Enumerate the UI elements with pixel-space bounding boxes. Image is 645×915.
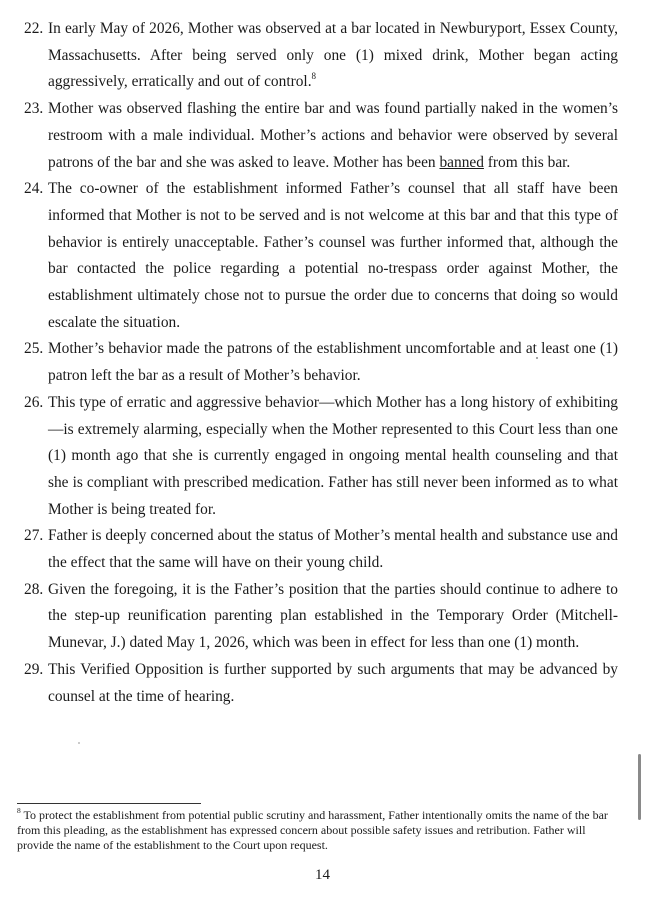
paragraph-number: 28. — [24, 580, 44, 598]
paragraph-text: Mother’s behavior made the patrons of the establishment uncomfortable and at least one (1) patron left the bar as a result of Mother’s behavior. — [48, 340, 618, 385]
paragraph-text: In early May of 2026, Mother was observed at a bar located in Newburyport, Essex County, Massachusetts. After being served only one (1) mixed drink, Mother began acting aggressively, erratically and out of control.$^8$ — [48, 20, 618, 91]
footnote-text: To protect the establishment from potential public scrutiny and harassment, Father intentionally omits the name of the bar from this pleading, as the establishment has expressed concern about possible safety issues and retribution. Father will provide the name of the establishment to the Court upon request. — [17, 808, 608, 853]
paragraph-number: 27. — [24, 527, 44, 545]
paragraph-27 — [24, 523, 618, 576]
underlined-word: banned — [439, 153, 484, 171]
paragraph-text: The co-owner of the establishment informed Father’s counsel that all staff have been informed that Mother is not to be served and is not welcome at this bar and that this type of behavior is entirely unacceptable. Father’s counsel was further informed that, although the bar contacted the police regarding a potential no-trespass order against Mother, the establishment ultimately chose not to pursue the order due to concerns that doing so would escalate the situation. — [48, 180, 618, 331]
paragraph-23 — [24, 96, 618, 176]
scrollbar-thumb[interactable] — [638, 754, 641, 820]
paragraph-number: 29. — [24, 660, 44, 678]
paragraph-28 — [24, 577, 618, 657]
paragraph-text: Mother was observed flashing the entire bar and was found partially naked in the women’s restroom with a male individual. Mother’s actions and behavior were observed by several patrons of the bar and she was asked to leave. Mother has been banned from this bar. — [48, 100, 618, 171]
footnote-marker: 8 — [17, 806, 21, 815]
footnote-separator — [17, 803, 201, 804]
paragraph-number: 26. — [24, 393, 44, 411]
footnote-8 — [17, 808, 623, 854]
scan-speck — [78, 742, 80, 744]
numbered-paragraph-list — [24, 16, 618, 710]
paragraph-text: This type of erratic and aggressive behavior—which Mother has a long history of exhibiting—is extremely alarming, especially when the Mother represented to this Court less than one (1) month ago that she is currently engaged in ongoing mental health counseling and that she is compliant with prescribed medication. Father has still never been informed as to what Mother is being treated for. — [48, 393, 618, 518]
footnote-reference[interactable]: 8 — [311, 71, 317, 82]
paragraph-number: 25. — [24, 340, 44, 358]
paragraph-number: 24. — [24, 180, 44, 198]
scan-speck — [536, 357, 538, 359]
paragraph-number: 23. — [24, 100, 44, 118]
paragraph-24 — [24, 176, 618, 336]
paragraph-text: Given the foregoing, it is the Father’s position that the parties should continue to adhere to the step-up reunification parenting plan established in the Temporary Order (Mitchell-Munevar, J.) dated May 1, 2026, which was been in effect for less than one (1) month. — [48, 580, 618, 652]
paragraph-text: Father is deeply concerned about the status of Mother’s mental health and substance use and the effect that the same will have on their young child. — [48, 527, 618, 572]
paragraph-29 — [24, 657, 618, 710]
paragraph-number: 22. — [24, 20, 44, 37]
paragraph-25 — [24, 336, 618, 389]
paragraph-22 — [24, 16, 618, 96]
paragraph-text: This Verified Opposition is further supported by such arguments that may be advanced by counsel at the time of hearing. — [48, 660, 618, 705]
paragraph-26 — [24, 390, 618, 524]
page-number: 14 — [315, 867, 330, 883]
